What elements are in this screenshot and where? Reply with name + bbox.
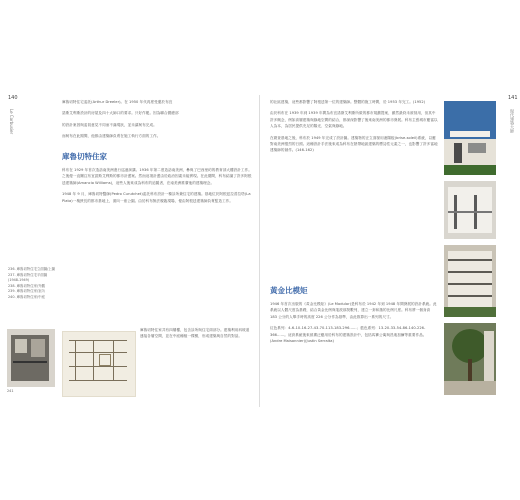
- image-number: 241: [7, 389, 14, 393]
- intro-paragraph: 而柯布在此期間，他都由建築師負責在施工執行方面的工作。: [62, 134, 161, 139]
- section-heading: 黃金比模矩: [270, 286, 308, 295]
- caption: 237. 庫魯切特住宅平面圖(1948-1949): [8, 272, 48, 283]
- page-number: 141: [508, 95, 518, 101]
- intro-paragraph: 庫魯切特住宅委託(Arthur Dreeler)。在 1950 年代再度受邀於布宜: [62, 100, 173, 104]
- courtyard-photo: [444, 323, 496, 395]
- body-paragraph: 紅色系列：4-6-10-16-27-43-70-113-183-296……；藍色系列：13-20-33-54-86-140-226-366……。這套系統後來被廣泛應用於科布的建築設計中，包括馬賽公寓與昌迪加爾等重要作品。(Andre Maisonnier)(Justin Serralta): [270, 326, 427, 344]
- left-page: [0, 95, 260, 407]
- caption: 240. 庫魯切特住家/中庭: [8, 294, 45, 299]
- body-paragraph: 1946 年首次出版的《黃金比模矩》(Le Modulor)是科布於 1942 年到 1948 年間發展的設計系統。此系統以人體尺度為基礎，結合黃金比例與斐波那契數列，建立一套和諧的比例尺度。科布將一個身高 183 公分的人舉手時的高度 226 公分作為基準，由此推算出一系列的尺寸。: [270, 302, 437, 319]
- caption: 236. 庫魯切特住宅立面圖/上圖: [8, 267, 56, 271]
- book-spread: [0, 95, 520, 407]
- body-text: [62, 167, 252, 209]
- interior-ramp-photo: [444, 181, 496, 239]
- page-number: 140: [8, 95, 18, 101]
- caption: 238. 庫魯切特住家/外觀: [8, 283, 45, 288]
- intro-paragraph: 的設計案因與委員意見不同而不滿現狀，並未讓柯布完成。: [62, 122, 157, 127]
- body-paragraph: 1948 年 9 月，庫魯切特醫師(Pedro Curutchet)委託科布設計一棟診所兼住宅的建築。基地位於阿根廷拉普拉塔(La Plata)一塊狹長的都市基地上，面向一座公園。由於科布無法親臨現場，便由阿根廷建築師負責監造工作。: [62, 192, 251, 203]
- body-paragraph: 在勘查基地之後，科布於 1949 年完成了設計圖。建築物的正立面採用遮陽板(brise-soleil)系統，以應對南美洲強烈的日照。這種設計手法後來成為科布在熱帶地區建築的標誌性元素之一，也影響了許多當地建築師的創作。(146-162): [270, 135, 438, 153]
- section-heading: 庫魯切特住家: [62, 152, 107, 161]
- captions: [8, 267, 58, 301]
- modulor-text: [270, 301, 438, 349]
- intro-paragraph: 諾斯艾利斯設計的房屋及四十大師口的要求。只好作罷。因為聯合國總部: [62, 111, 179, 116]
- facade-photo: [444, 245, 496, 317]
- floor-plan-drawing: [62, 331, 136, 397]
- body-paragraph: 庫魯切特住家共有四層樓，包含診所與住宅兩部分。建築利用斜坡道連接各層空間，並在中庭種植一棵樹，形成建築與自然的對話。: [140, 328, 250, 339]
- body-paragraph: 科布在 1929 年首次造訪南美洲進行巡迴演講。1936 年第二度造訪南美洲，參與了巴西里約的教育部大樓設計工作。之後便一直關注布宜諾斯艾利斯的都市計畫案。然而這項計畫由於政治因素未能實現。在此期間，科布結識了許多阿根廷建築師(Amancio Williams)，這些人後來成為科布的追隨者，在南美洲推廣他的建築理念。: [62, 168, 252, 185]
- side-label: 現代建築大師: [510, 109, 515, 133]
- building-photo: [7, 329, 55, 387]
- intro-text: [62, 99, 252, 145]
- right-page: [260, 95, 520, 407]
- body-text-lower: [140, 327, 252, 345]
- side-label: Le Corbusier: [9, 109, 14, 135]
- exterior-photo: [444, 101, 496, 175]
- right-body-text: [270, 99, 438, 159]
- body-paragraph: 由於科布在 1939 年到 1939 年間為布宜諾斯艾利斯所做的都市規劃提案，雖然最終未被採用，但其中許多概念，例如高層建築與綠地空間的結合，都深深影響了後來南美洲的都市發展。科布主張城市應當以人為本，為居民提供充足的陽光、空氣與綠地。: [270, 111, 438, 129]
- body-paragraph: 的社區建築，這些都影響了阿根廷第一位的建築師。整體的施工時間，於 1953 年完工。(1952): [270, 100, 426, 104]
- caption: 239. 庫魯切特住家/室內: [8, 289, 45, 294]
